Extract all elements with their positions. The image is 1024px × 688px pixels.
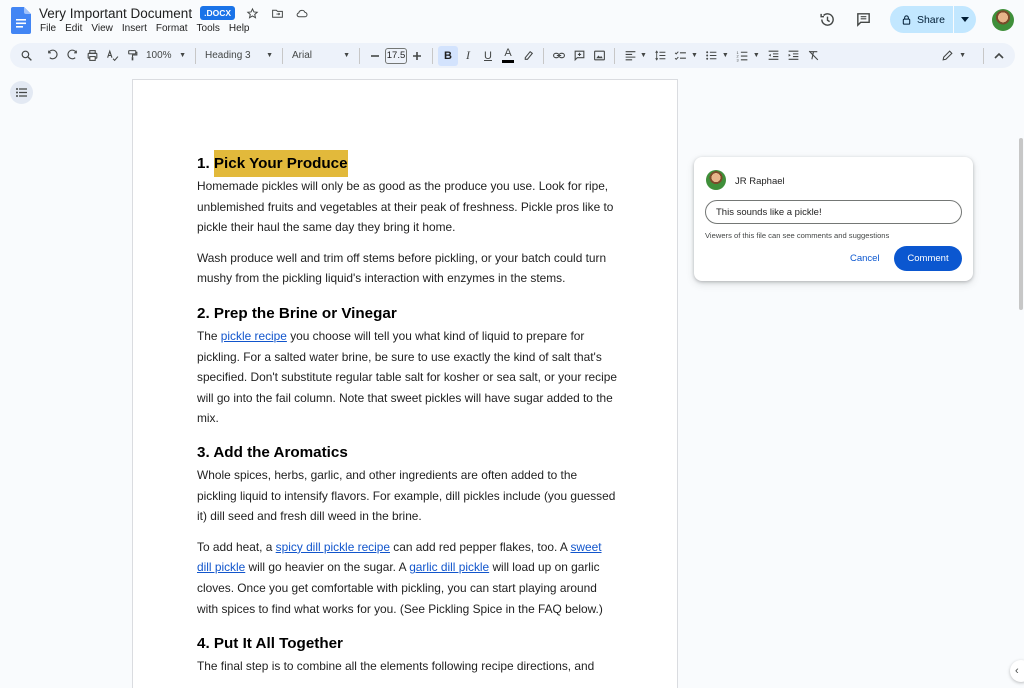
checklist-icon[interactable] bbox=[671, 46, 691, 66]
insert-image-icon[interactable] bbox=[589, 46, 609, 66]
menu-file[interactable]: File bbox=[40, 23, 57, 34]
document-body[interactable] bbox=[197, 154, 617, 677]
highlight-color-icon[interactable] bbox=[518, 46, 538, 66]
menu-tools[interactable]: Tools bbox=[196, 23, 220, 34]
docx-badge: .DOCX bbox=[200, 6, 235, 20]
undo-icon[interactable] bbox=[42, 46, 62, 66]
numbered-list-icon[interactable] bbox=[733, 46, 753, 66]
text-run: will go heavier on the sugar. A bbox=[245, 560, 410, 575]
cloud-status-icon[interactable] bbox=[294, 5, 310, 21]
title-row bbox=[39, 5, 310, 21]
text-run: To add heat, a bbox=[197, 539, 276, 554]
formatting-toolbar bbox=[10, 43, 1015, 68]
star-icon[interactable] bbox=[244, 5, 260, 21]
paragraph[interactable]: The final step is to combine all the elements following recipe directions, and bbox=[197, 659, 595, 674]
paragraph-style-value: Heading 3 bbox=[205, 50, 251, 61]
caret-down-icon[interactable]: ▼ bbox=[690, 52, 698, 59]
add-comment-icon[interactable] bbox=[569, 46, 589, 66]
account-avatar[interactable] bbox=[992, 9, 1014, 31]
sweet-dill-pickle-link[interactable]: sweet dill pickle bbox=[197, 539, 602, 575]
line-spacing-icon[interactable] bbox=[651, 46, 671, 66]
insert-link-icon[interactable] bbox=[549, 46, 569, 66]
bold-icon[interactable]: B bbox=[438, 46, 458, 66]
spicy-dill-pickle-recipe-link[interactable]: spicy dill pickle recipe bbox=[275, 539, 390, 554]
paragraph[interactable]: Wash produce well and trim off stems before pickling, or your batch could turn mushy from the pickling liquid's interaction with enzymes in the stems. bbox=[197, 250, 607, 286]
font-select[interactable] bbox=[288, 50, 354, 61]
hide-menus-chevron-up-icon[interactable] bbox=[989, 46, 1009, 66]
caret-down-icon bbox=[961, 17, 969, 22]
search-menus-icon[interactable] bbox=[16, 46, 36, 66]
show-side-panel-button[interactable] bbox=[1010, 660, 1024, 682]
heading-number: 1. bbox=[197, 155, 210, 172]
menu-view[interactable]: View bbox=[91, 23, 113, 34]
caret-down-icon: ▼ bbox=[343, 52, 350, 59]
comment-card bbox=[694, 157, 973, 281]
toolbar-divider bbox=[195, 48, 196, 64]
paragraph[interactable]: Homemade pickles will only be as good as the produce you use. Look for ripe, unblemished fruits and vegetables at their peak of freshness. Pickle pros like to pickle their haul the same day they bring it home. bbox=[197, 179, 614, 235]
caret-down-icon[interactable]: ▼ bbox=[640, 52, 647, 59]
decrease-font-size-icon[interactable] bbox=[365, 46, 385, 66]
share-button[interactable] bbox=[890, 6, 953, 33]
caret-down-icon[interactable]: ▼ bbox=[721, 52, 729, 59]
text-run: The bbox=[197, 328, 221, 343]
toolbar-divider bbox=[432, 48, 433, 64]
heading-put-it-all-together[interactable]: 4. Put It All Together bbox=[197, 635, 343, 653]
increase-indent-icon[interactable] bbox=[784, 46, 804, 66]
spelling-check-icon[interactable] bbox=[102, 46, 122, 66]
outline-list-icon bbox=[16, 88, 27, 97]
heading-add-the-aromatics[interactable]: 3. Add the Aromatics bbox=[197, 443, 348, 461]
commenter-name: JR Raphael bbox=[735, 176, 785, 187]
caret-down-icon[interactable]: ▼ bbox=[959, 52, 966, 59]
scrollbar-thumb[interactable] bbox=[1019, 138, 1023, 310]
share-dropdown-button[interactable] bbox=[954, 6, 976, 33]
clear-formatting-icon[interactable] bbox=[804, 46, 824, 66]
comment-visibility-note: Viewers of this file can see comments and suggestions bbox=[705, 231, 890, 240]
caret-down-icon[interactable]: ▼ bbox=[752, 52, 760, 59]
svg-text:2: 2 bbox=[736, 54, 739, 59]
garlic-dill-pickle-link[interactable]: garlic dill pickle bbox=[409, 560, 490, 575]
toolbar-divider bbox=[282, 48, 283, 64]
menu-help[interactable]: Help bbox=[228, 23, 250, 34]
menu-edit[interactable]: Edit bbox=[65, 23, 83, 34]
text-run: you choose will tell you what kind of liquid to prepare for pickling. For a salted water brine, be sure to use exactly the kind of salt that's specified. Don't substitute regular table salt for kosher or sea salt, or your recipe will go into the fail column. Note that sweet pickles will have sugar added to the mix. bbox=[197, 328, 617, 426]
decrease-indent-icon[interactable] bbox=[764, 46, 784, 66]
top-right-actions bbox=[818, 6, 1014, 33]
toolbar-divider bbox=[359, 48, 360, 64]
svg-text:3: 3 bbox=[736, 58, 739, 62]
zoom-value: 100% bbox=[146, 50, 172, 61]
document-page[interactable] bbox=[132, 79, 678, 688]
caret-down-icon: ▼ bbox=[266, 52, 273, 59]
submit-comment-button[interactable]: Comment bbox=[894, 246, 962, 271]
heading-pick-your-produce[interactable] bbox=[197, 154, 617, 174]
share-label: Share bbox=[916, 13, 945, 26]
share-button-group bbox=[890, 6, 976, 33]
font-value: Arial bbox=[292, 50, 313, 61]
menu-insert[interactable]: Insert bbox=[121, 23, 147, 34]
align-left-icon[interactable] bbox=[620, 46, 640, 66]
vertical-scrollbar[interactable] bbox=[1016, 70, 1024, 688]
svg-text:1: 1 bbox=[736, 50, 739, 55]
lock-icon bbox=[901, 14, 912, 26]
paint-format-icon[interactable] bbox=[122, 46, 142, 66]
paragraph[interactable] bbox=[197, 537, 617, 619]
redo-icon[interactable] bbox=[62, 46, 82, 66]
paragraph[interactable]: Whole spices, herbs, garlic, and other ingredients are often added to the pickling liquid to intensify flavors. For example, dill pickles include (you guessed it) dill seed and fresh dill weed in the brine. bbox=[197, 467, 616, 524]
toolbar-divider bbox=[614, 48, 615, 64]
comments-icon[interactable] bbox=[854, 10, 874, 30]
underline-icon[interactable]: U bbox=[484, 49, 492, 62]
heading-prep-the-brine[interactable]: 2. Prep the Brine or Vinegar bbox=[197, 304, 397, 322]
toolbar-divider bbox=[543, 48, 544, 64]
chevron-left-icon: ‹ bbox=[1015, 665, 1019, 677]
text-color-icon[interactable]: A bbox=[498, 46, 518, 66]
highlighted-heading-text[interactable]: Pick Your Produce bbox=[214, 150, 348, 177]
pickle-recipe-link[interactable]: pickle recipe bbox=[220, 328, 287, 343]
comment-input[interactable] bbox=[705, 200, 962, 224]
version-history-icon[interactable] bbox=[818, 10, 838, 30]
top-bar bbox=[0, 0, 1024, 40]
increase-font-size-icon[interactable] bbox=[407, 46, 427, 66]
move-folder-icon[interactable] bbox=[269, 5, 285, 21]
document-outline-button[interactable] bbox=[10, 81, 33, 104]
document-title[interactable]: Very Important Document bbox=[39, 5, 193, 21]
italic-icon[interactable]: I bbox=[466, 48, 470, 62]
commenter-avatar bbox=[706, 170, 726, 190]
zoom-select[interactable] bbox=[142, 50, 190, 61]
text-run: will load up on garlic cloves. Once you get comfortable with pickling, you can start playing around with spices to find what works for you. (See Pickling Spice in the FAQ below.) bbox=[197, 560, 603, 616]
caret-down-icon: ▼ bbox=[179, 52, 186, 59]
cancel-comment-button[interactable]: Cancel bbox=[850, 253, 880, 264]
menu-format[interactable]: Format bbox=[155, 23, 188, 34]
paragraph-style-select[interactable] bbox=[201, 50, 277, 61]
docs-logo-icon[interactable] bbox=[11, 7, 31, 34]
menu-bar bbox=[40, 23, 249, 34]
paragraph[interactable] bbox=[197, 326, 617, 429]
editing-mode-icon[interactable] bbox=[937, 46, 957, 66]
print-icon[interactable] bbox=[82, 46, 102, 66]
font-size-input[interactable]: 17.5 bbox=[385, 48, 407, 64]
text-run: can add red pepper flakes, too. A bbox=[390, 539, 571, 554]
bulleted-list-icon[interactable] bbox=[702, 46, 722, 66]
toolbar-divider bbox=[983, 48, 984, 64]
